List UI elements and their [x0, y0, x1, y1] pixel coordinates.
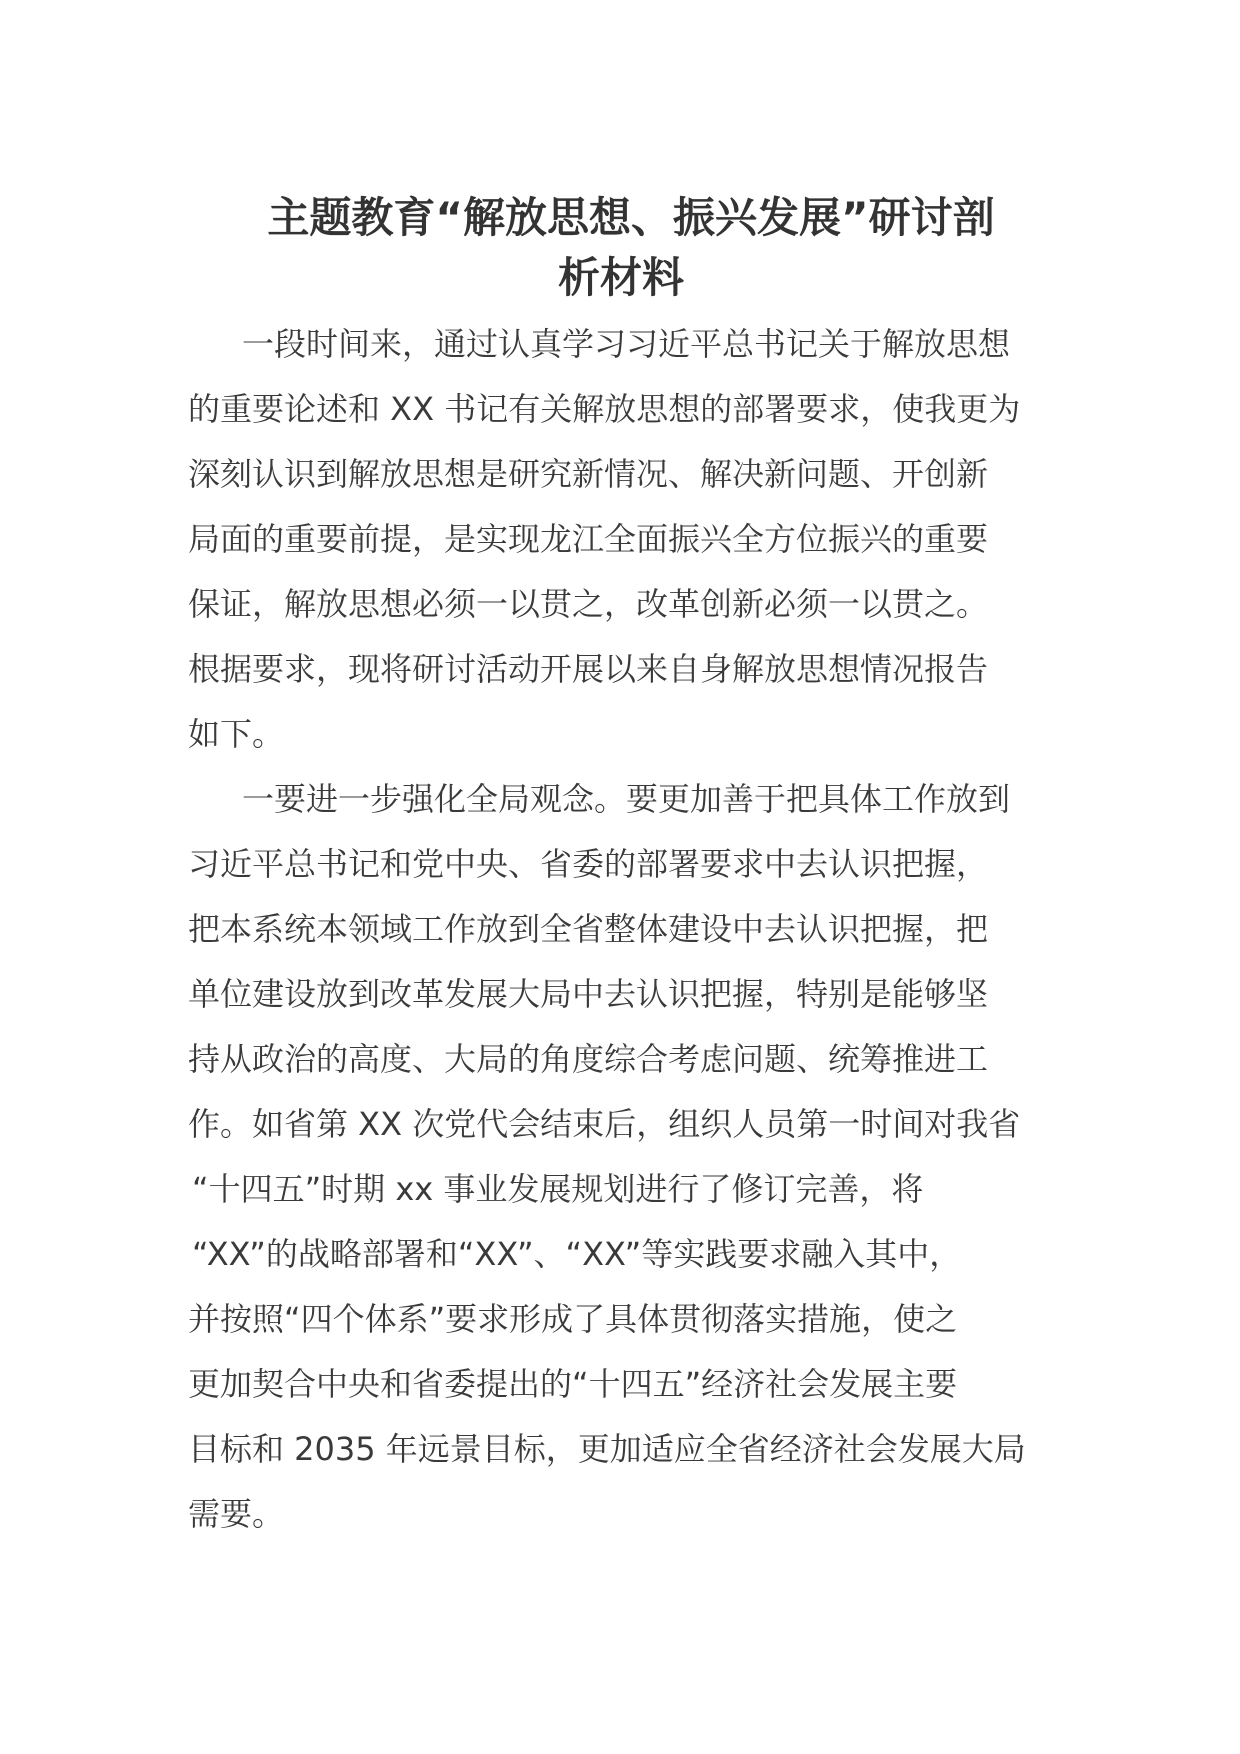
paragraph-2-line-3: 把本系统本领域工作放到全省整体建设中去认识把握，把 [188, 910, 989, 948]
paragraph-2-line-6: 作。如省第 XX 次党代会结束后，组织人员第一时间对我省 [188, 1105, 1021, 1143]
paragraph-1-line-7: 如下。 [188, 715, 285, 753]
paragraph-2-line-4: 单位建设放到改革发展大局中去认识把握，特别是能够坚 [188, 975, 989, 1013]
title-line-2: 析材料 [557, 253, 684, 302]
paragraph-1-line-4: 局面的重要前提，是实现龙江全面振兴全方位振兴的重要 [188, 520, 989, 558]
paragraph-2-line-7: “十四五”时期 xx 事业发展规划进行了修订完善，将 [192, 1170, 924, 1208]
paragraph-1-line-1: 一段时间来，通过认真学习习近平总书记关于解放思想 [242, 325, 1011, 363]
paragraph-1-line-5: 保证，解放思想必须一以贯之，改革创新必须一以贯之。 [188, 585, 989, 623]
paragraph-2-line-2: 习近平总书记和党中央、省委的部署要求中去认识把握， [188, 845, 989, 883]
paragraph-2 [188, 767, 1054, 1547]
paragraph-2-line-9: 并按照“四个体系”要求形成了具体贯彻落实措施，使之 [188, 1300, 958, 1338]
paragraph-1-line-3: 深刻认识到解放思想是研究新情况、解决新问题、开创新 [188, 455, 989, 493]
document-title [188, 188, 1054, 308]
paragraph-1-line-6: 根据要求，现将研讨活动开展以来自身解放思想情况报告 [188, 650, 989, 688]
paragraph-2-line-10: 更加契合中央和省委提出的“十四五”经济社会发展主要 [188, 1365, 958, 1403]
paragraph-2-line-5: 持从政治的高度、大局的角度综合考虑问题、统筹推进工 [188, 1040, 989, 1078]
paragraph-1-line-2: 的重要论述和 XX 书记有关解放思想的部署要求，使我更为 [188, 390, 1021, 428]
paragraph-2-line-1: 一要进一步强化全局观念。要更加善于把具体工作放到 [242, 780, 1011, 818]
document-page [188, 188, 1054, 1547]
title-line-1: 主题教育“解放思想、振兴发展”研讨剖 [267, 193, 995, 242]
paragraph-2-line-11: 目标和 2035 年远景目标，更加适应全省经济社会发展大局 [188, 1430, 1026, 1468]
paragraph-2-line-8: “XX”的战略部署和“XX”、“XX”等实践要求融入其中， [192, 1235, 962, 1273]
paragraph-1 [188, 312, 1054, 767]
paragraph-2-line-12: 需要。 [188, 1495, 285, 1533]
